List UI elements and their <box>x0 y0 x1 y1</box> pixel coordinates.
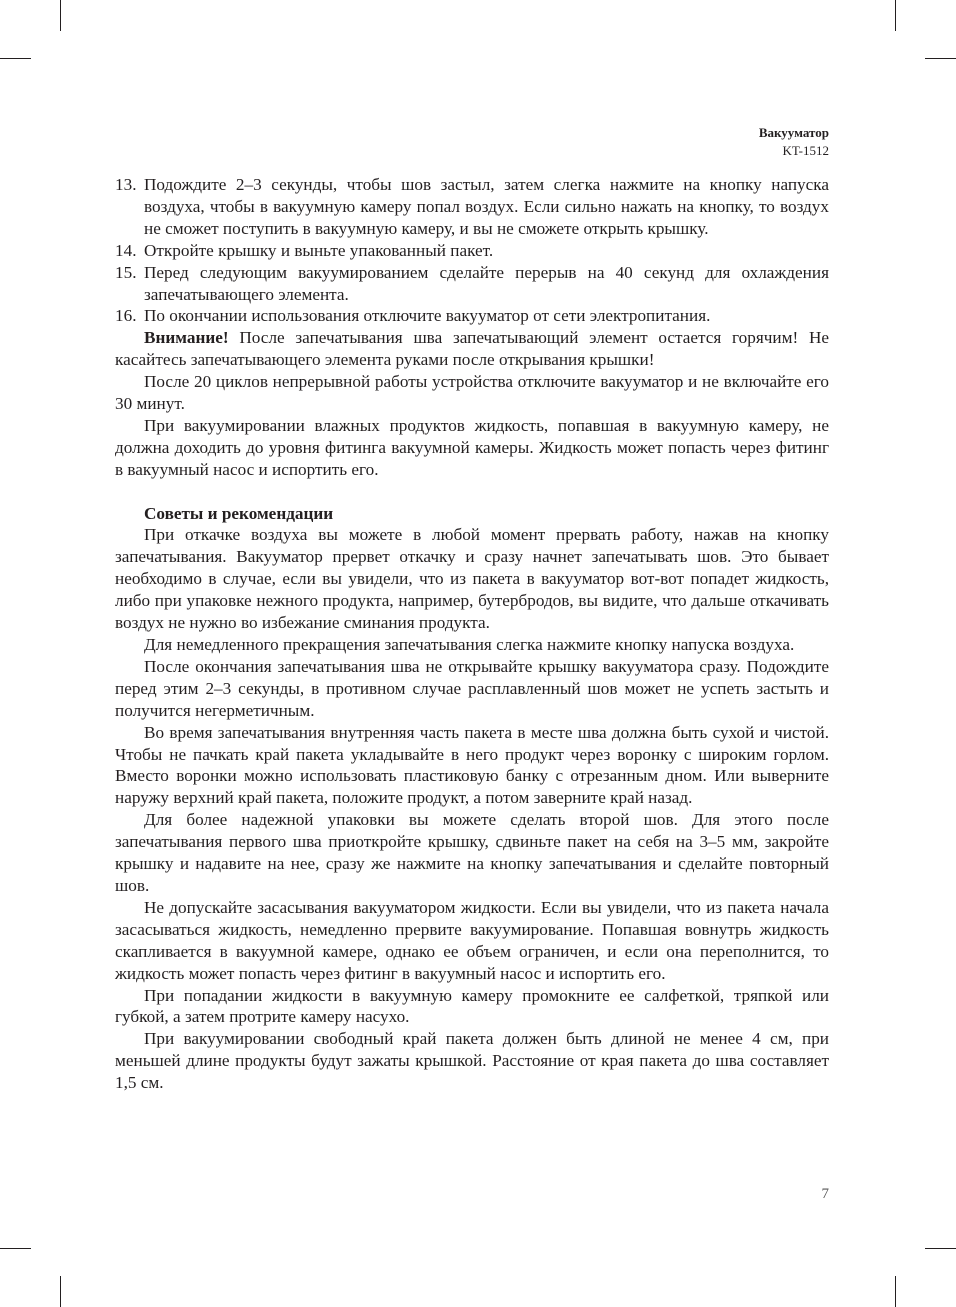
crop-mark-top-left-h <box>0 58 31 59</box>
paragraph: При вакуумировании влажных продуктов жидкость, попавшая в вакуумную камеру, не должна доходить до уровня фитинга вакуумной камеры. Жидкость может попасть через фитинг в вакуумный насос и испортить его. <box>115 415 829 479</box>
paragraph: Во время запечатывания внутренняя часть пакета в месте шва должна быть сухой и чистой. Чтобы не пачкать край пакета укладывайте в него продукт через воронку с широким горлом. Вместо воронки можно использовать пластиковую банку с отрезанным дном. Или выверните наружу верхний край пакета, положите продукт, а потом заверните край назад. <box>115 722 829 808</box>
paragraph: Не допускайте засасывания вакууматором жидкости. Если вы увидели, что из пакета начала засасываться жидкость, немедленно прервите вакуумирование. Попавшая вовнутрь жидкость скапливается в вакуумной камере, однако ее объем ограничен, и если она переполнится, то жидкость может попасть через фитинг в вакуумный насос и испортить его. <box>115 897 829 983</box>
warning-paragraph <box>115 327 829 371</box>
crop-mark-bottom-right-h <box>925 1248 956 1249</box>
list-item-text: По окончании использования отключите вакууматор от сети электропитания. <box>144 306 711 326</box>
paragraph: После окончания запечатывания шва не открывайте крышку вакууматора сразу. Подождите перед этим 2–3 секунды, в противном случае расплавленный шов может не успеть застыть и получится негерметичным. <box>115 656 829 720</box>
list-item <box>115 305 829 327</box>
paragraph: При откачке воздуха вы можете в любой момент прервать работу, нажав на кнопку запечатывания. Вакууматор прервет откачку и сразу начнет запечатывать шов. Это бывает необходимо в случае, если вы увидели, что из пакета в вакууматор вот-вот попадет жидкость, либо при упаковке нежного продукта, например, бутербродов, вы видите, что дальше откачивать воздух не нужно во избежание сминания продукта. <box>115 525 829 633</box>
header-title: Вакууматор <box>758 125 829 140</box>
paragraph: Для немедленного прекращения запечатывания слегка нажмите кнопку напуска воздуха. <box>144 635 795 655</box>
crop-mark-bottom-left-v <box>60 1276 61 1307</box>
warning-label: Внимание! <box>144 328 229 348</box>
crop-mark-bottom-right-v <box>895 1276 896 1307</box>
page-content <box>115 174 829 1094</box>
running-header <box>759 124 829 160</box>
list-item-number: 16. <box>115 306 137 326</box>
crop-mark-bottom-left-h <box>0 1248 31 1249</box>
section-heading: Советы и рекомендации <box>144 503 334 523</box>
paragraph: При попадании жидкости в вакуумную камеру промокните ее салфеткой, тряпкой или губкой, а затем протрите камеру насухо. <box>115 985 829 1027</box>
list-item-text: Подождите 2–3 секунды, чтобы шов застыл, затем слегка нажмите на кнопку напуска воздуха, чтобы в вакуумную камеру попал воздух. Если сильно нажать на кнопку, то воздух не сможет поступить в вакуумную камеру, и вы не сможете открыть крышку. <box>144 175 829 238</box>
list-item-number: 14. <box>115 240 137 260</box>
paragraph: При вакуумировании свободный край пакета должен быть длиной не менее 4 см, при меньшей длине продукты будут зажаты крышкой. Расстояние от края пакета до шва составляет 1,5 см. <box>115 1029 829 1093</box>
list-item-number: 13. <box>115 175 137 194</box>
header-model: KT-1512 <box>782 143 829 158</box>
list-item <box>115 262 829 306</box>
page-number: 7 <box>821 1186 829 1202</box>
list-item <box>115 240 829 262</box>
warning-text: После запечатывания шва запечатывающий элемент остается горячим! Не касайтесь запечатывающего элемента руками после открывания крышки! <box>115 328 829 370</box>
paragraph: После 20 циклов непрерывной работы устройства отключите вакууматор и не включайте его 30 минут. <box>115 372 829 414</box>
list-item <box>115 174 829 240</box>
list-item-text: Откройте крышку и выньте упакованный пакет. <box>144 240 494 260</box>
crop-mark-top-right-h <box>925 58 956 59</box>
paragraph: Для более надежной упаковки вы можете сделать второй шов. Для этого после запечатывания первого шва приоткройте крышку, сдвиньте пакет на себя на 3–5 мм, закройте крышку и надавите на нее, сразу же нажмите на кнопку запечатывания и сделайте повторный шов. <box>115 810 829 895</box>
list-item-text: Перед следующим вакуумированием сделайте перерыв на 40 секунд для охлаждения запечатывающего элемента. <box>144 262 829 304</box>
list-item-number: 15. <box>115 262 137 282</box>
crop-mark-top-right-v <box>895 0 896 31</box>
crop-mark-top-left-v <box>60 0 61 31</box>
